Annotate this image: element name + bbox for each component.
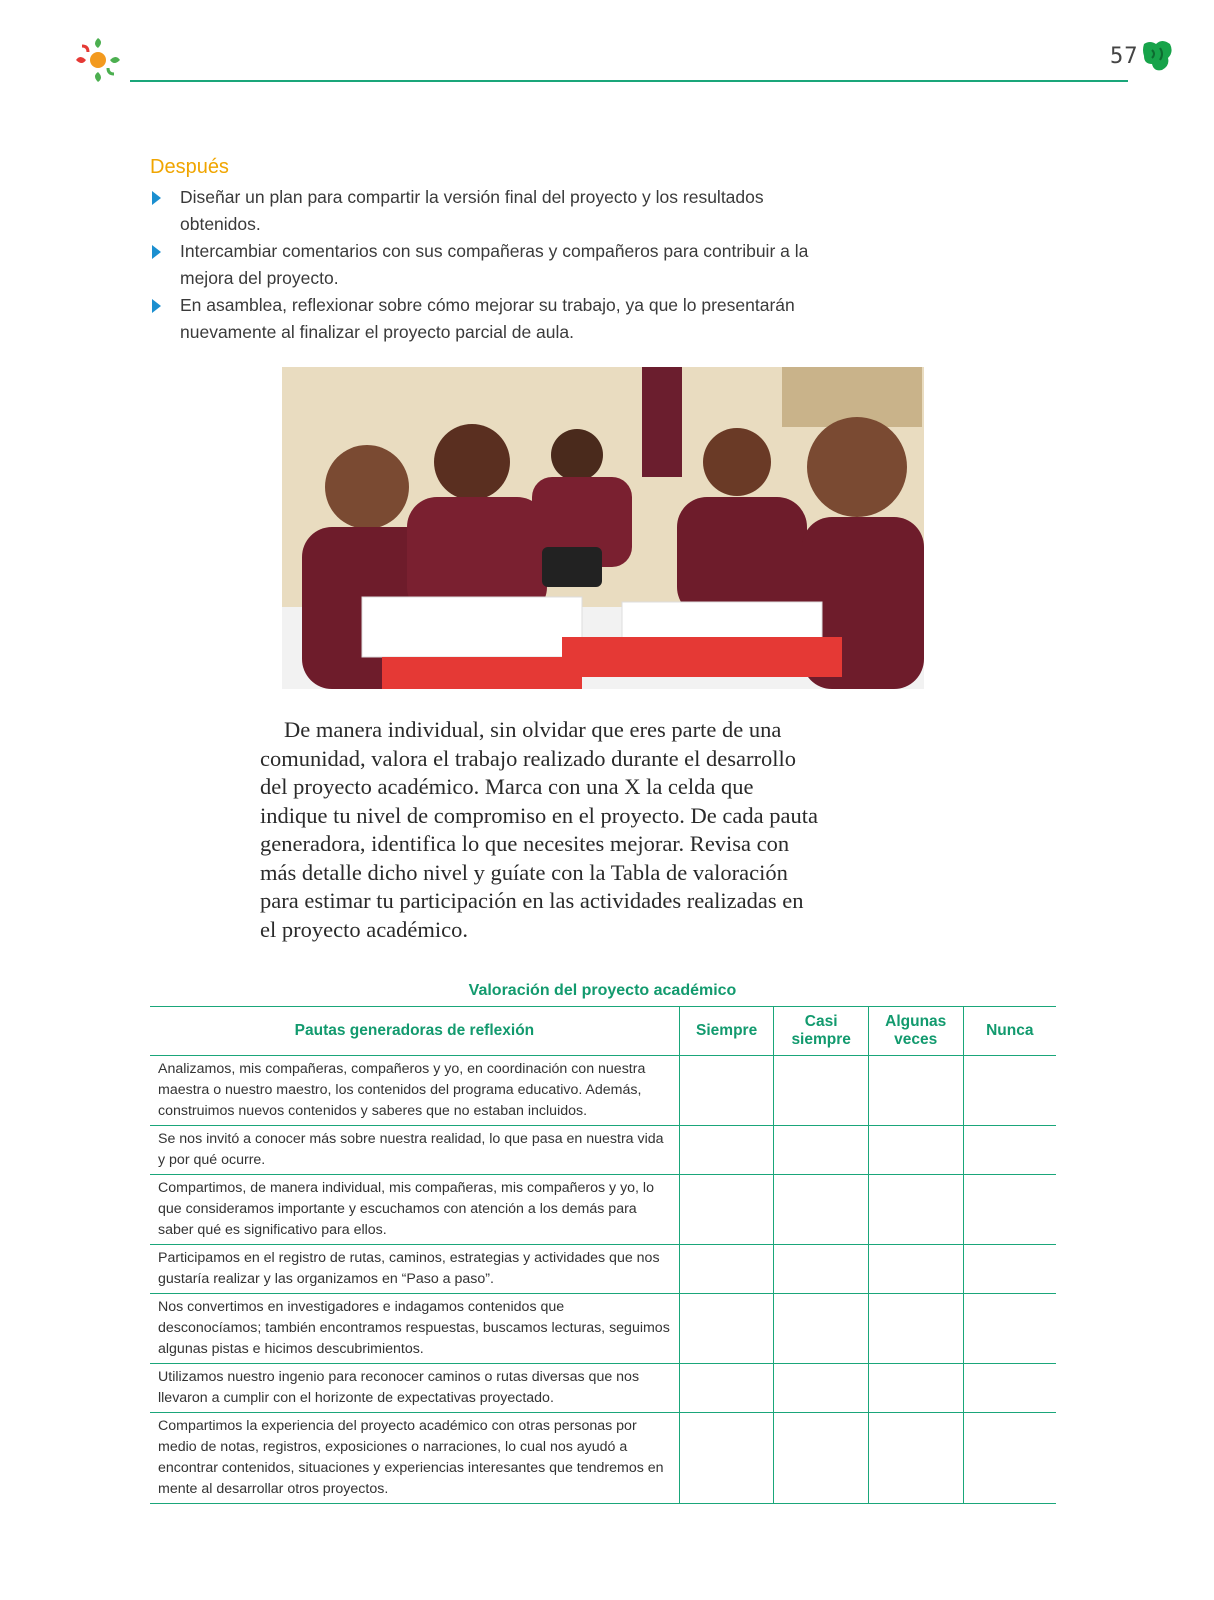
checkbox-cell-algunas-veces[interactable] [868, 1056, 963, 1126]
table-row [150, 1056, 1056, 1126]
guideline-cell: Nos convertimos en investigadores e indagamos contenidos que desconocíamos; también encontramos respuestas, buscamos lecturas, seguimos algunas pistas e hicimos descubrimientos. [150, 1294, 679, 1364]
section-heading: Después [150, 156, 229, 178]
checkbox-cell-casi-siempre[interactable] [774, 1294, 868, 1364]
checkbox-cell-nunca[interactable] [963, 1175, 1056, 1245]
table-row [150, 1175, 1056, 1245]
checkbox-cell-algunas-veces[interactable] [868, 1175, 963, 1245]
guideline-cell: Compartimos la experiencia del proyecto académico con otras personas por medio de notas, registros, exposiciones o narraciones, lo cual nos ayudó a encontrar contenidos, situaciones y experiencias interesantes que tendremos en mente al desarrollar otros proyectos. [150, 1413, 679, 1504]
checkbox-cell-siempre[interactable] [679, 1413, 774, 1504]
checkbox-cell-nunca[interactable] [963, 1364, 1056, 1413]
guideline-cell: Utilizamos nuestro ingenio para reconocer caminos o rutas diversas que nos llevaron a cumplir con el horizonte de expectativas proyectado. [150, 1364, 679, 1413]
bullet-arrow-icon [152, 299, 161, 313]
checkbox-cell-casi-siempre[interactable] [774, 1175, 868, 1245]
column-header: Casi siempre [774, 1007, 868, 1056]
bullet-text: En asamblea, reflexionar sobre cómo mejorar su trabajo, ya que lo presentarán nuevamente al finalizar el proyecto parcial de aula. [180, 295, 795, 342]
header-rule [130, 80, 1128, 82]
checkbox-cell-nunca[interactable] [963, 1294, 1056, 1364]
table-row [150, 1245, 1056, 1294]
column-header: Siempre [679, 1007, 774, 1056]
checkbox-cell-algunas-veces[interactable] [868, 1126, 963, 1175]
column-header: Nunca [963, 1007, 1056, 1056]
bullet-text: Diseñar un plan para compartir la versión final del proyecto y los resultados obtenidos. [180, 187, 764, 234]
list-item [150, 184, 810, 238]
checkbox-cell-algunas-veces[interactable] [868, 1364, 963, 1413]
checkbox-cell-siempre[interactable] [679, 1294, 774, 1364]
column-header: Algunas veces [868, 1007, 963, 1056]
checkbox-cell-casi-siempre[interactable] [774, 1413, 868, 1504]
bullet-list [150, 184, 810, 346]
checkbox-cell-siempre[interactable] [679, 1056, 774, 1126]
table-row [150, 1364, 1056, 1413]
table-header-row [150, 1007, 1056, 1056]
guideline-cell: Se nos invitó a conocer más sobre nuestra realidad, lo que pasa en nuestra vida y por qué ocurre. [150, 1126, 679, 1175]
green-glyph-icon [1140, 38, 1176, 74]
checkbox-cell-siempre[interactable] [679, 1175, 774, 1245]
classroom-photo [282, 367, 924, 689]
checkbox-cell-nunca[interactable] [963, 1126, 1056, 1175]
checkbox-cell-casi-siempre[interactable] [774, 1245, 868, 1294]
checkbox-cell-nunca[interactable] [963, 1413, 1056, 1504]
checkbox-cell-nunca[interactable] [963, 1245, 1056, 1294]
page-number: 57 [1110, 44, 1139, 69]
instructions-paragraph: De manera individual, sin olvidar que eres parte de una comunidad, valora el trabajo realizado durante el desarrollo del proyecto académico. Marca con una X la celda que indique tu nivel de compromiso en el proyecto. De cada pauta generadora, identifica lo que necesites mejorar. Revisa con más detalle dicho nivel y guíate con la Tabla de valoración para estimar tu participación en las actividades realizadas en el proyecto académico. [260, 717, 818, 942]
bullet-arrow-icon [152, 245, 161, 259]
checkbox-cell-casi-siempre[interactable] [774, 1056, 868, 1126]
checkbox-cell-algunas-veces[interactable] [868, 1294, 963, 1364]
checkbox-cell-algunas-veces[interactable] [868, 1413, 963, 1504]
list-item [150, 238, 810, 292]
guideline-cell: Participamos en el registro de rutas, caminos, estrategias y actividades que nos gustaría realizar y las organizamos en “Paso a paso”. [150, 1245, 679, 1294]
checkbox-cell-nunca[interactable] [963, 1056, 1056, 1126]
guideline-cell: Analizamos, mis compañeras, compañeros y yo, en coordinación con nuestra maestra o nuestro maestro, los contenidos del programa educativo. Además, construimos nuevos contenidos y saberes que no estaban incluidos. [150, 1056, 679, 1126]
checkbox-cell-algunas-veces[interactable] [868, 1245, 963, 1294]
evaluation-table [150, 1006, 1056, 1504]
checkbox-cell-siempre[interactable] [679, 1364, 774, 1413]
table-row [150, 1294, 1056, 1364]
column-header: Pautas generadoras de reflexión [150, 1007, 679, 1056]
table-row [150, 1413, 1056, 1504]
bullet-text: Intercambiar comentarios con sus compañeras y compañeros para contribuir a la mejora del proyecto. [180, 241, 809, 288]
bullet-arrow-icon [152, 191, 161, 205]
checkbox-cell-casi-siempre[interactable] [774, 1364, 868, 1413]
table-row [150, 1126, 1056, 1175]
table-title: Valoración del proyecto académico [468, 982, 737, 999]
flower-logo-icon [70, 32, 126, 88]
checkbox-cell-siempre[interactable] [679, 1126, 774, 1175]
checkbox-cell-siempre[interactable] [679, 1245, 774, 1294]
checkbox-cell-casi-siempre[interactable] [774, 1126, 868, 1175]
guideline-cell: Compartimos, de manera individual, mis compañeras, mis compañeros y yo, lo que consideramos importante y escuchamos con atención a los demás para saber qué es significativo para ellos. [150, 1175, 679, 1245]
list-item [150, 292, 810, 346]
